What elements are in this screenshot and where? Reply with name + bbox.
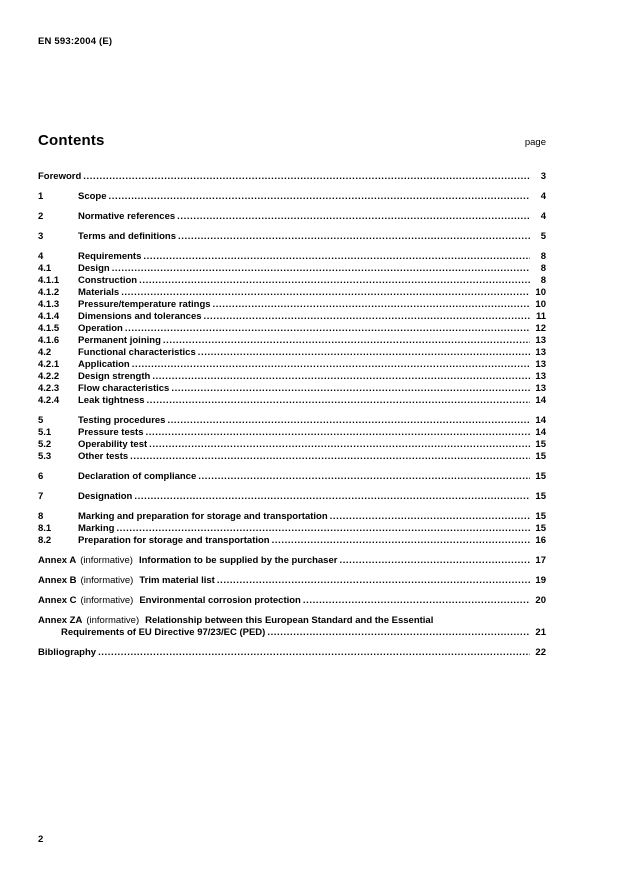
- toc-row: [38, 627, 546, 639]
- toc-entry-number: 2: [38, 211, 44, 222]
- toc-entry-page: 16: [535, 535, 546, 546]
- toc-entry-title: Declaration of compliance: [78, 471, 197, 482]
- toc-row: [38, 231, 546, 243]
- dotted-leader: [171, 383, 530, 395]
- toc-group: [38, 511, 546, 547]
- dotted-leader: [121, 287, 530, 299]
- toc-entry-title: Testing procedures: [78, 415, 166, 426]
- toc-entry-title: Designation: [78, 491, 133, 502]
- dotted-leader: [139, 275, 530, 287]
- dotted-leader: [134, 491, 530, 503]
- document-reference: EN 593:2004 (E): [38, 36, 113, 47]
- toc-entry-page: 13: [535, 371, 546, 382]
- dotted-leader: [198, 347, 530, 359]
- toc-annex-name: Annex A: [38, 555, 77, 566]
- toc-row: [38, 427, 546, 439]
- toc-entry-number: 4.1.5: [38, 323, 60, 334]
- toc-entry-page: 14: [535, 395, 546, 406]
- toc-group: [38, 647, 546, 659]
- toc-entry-number: 5.3: [38, 451, 52, 462]
- toc-row: [38, 311, 546, 323]
- footer-page-number: 2: [38, 834, 44, 845]
- toc-annex-name: Annex C: [38, 595, 77, 606]
- toc-entry-number: 4.1: [38, 263, 52, 274]
- toc-entry-page: 14: [535, 415, 546, 426]
- toc-group: [38, 171, 546, 183]
- toc-row: [38, 371, 546, 383]
- toc-entry-page: 22: [535, 647, 546, 658]
- toc-entry-number: 4.1.1: [38, 275, 60, 286]
- toc-entry-page: 15: [535, 471, 546, 482]
- toc-row: [38, 523, 546, 535]
- toc-entry-title: Materials: [78, 287, 120, 298]
- dotted-leader: [217, 575, 530, 587]
- toc-annex-name: Annex B: [38, 575, 77, 586]
- toc-row: [38, 299, 546, 311]
- toc-group: [38, 251, 546, 407]
- dotted-leader: [112, 263, 530, 275]
- toc-row: [38, 535, 546, 547]
- dotted-leader: [130, 451, 530, 463]
- toc-row: [38, 251, 546, 263]
- toc-entry-page: 15: [535, 451, 546, 462]
- toc-group: [38, 415, 546, 463]
- toc-group: [38, 191, 546, 203]
- toc-row: [38, 263, 546, 275]
- toc-group: [38, 471, 546, 483]
- toc-annex-name: Annex ZA: [38, 615, 83, 626]
- toc-entry-title: Pressure/temperature ratings: [78, 299, 211, 310]
- toc-entry-title: Terms and definitions: [78, 231, 177, 242]
- dotted-leader: [116, 523, 530, 535]
- toc-entry-number: 5.1: [38, 427, 52, 438]
- toc-row: [38, 615, 546, 627]
- toc-entry-page: 12: [535, 323, 546, 334]
- toc-entry-title: Information to be supplied by the purchaser: [138, 555, 338, 566]
- dotted-leader: [272, 535, 530, 547]
- toc-entry-page: 13: [535, 359, 546, 370]
- toc-entry-number: 5.2: [38, 439, 52, 450]
- dotted-leader: [143, 251, 530, 263]
- toc-group: [38, 555, 546, 567]
- toc-entry-page: 4: [540, 211, 546, 222]
- dotted-leader: [330, 511, 530, 523]
- toc-entry-title: Preparation for storage and transportation: [78, 535, 270, 546]
- toc-entry-title: Other tests: [78, 451, 129, 462]
- toc-entry-title: Leak tightness: [78, 395, 145, 406]
- dotted-leader: [213, 299, 530, 311]
- toc-row: [38, 451, 546, 463]
- toc-annex-qualifier: (informative): [80, 555, 133, 566]
- toc-row: [38, 383, 546, 395]
- toc-entry-title: Requirements: [78, 251, 142, 262]
- toc-entry-title: Functional characteristics: [78, 347, 196, 358]
- dotted-leader: [83, 171, 530, 183]
- toc-entry-number: 4.2.4: [38, 395, 60, 406]
- contents-header: [38, 132, 546, 149]
- toc-entry-number: 3: [38, 231, 44, 242]
- toc-entry-page: 14: [535, 427, 546, 438]
- toc-entry-number: 4.2: [38, 347, 52, 358]
- toc-entry-number: 8.2: [38, 535, 52, 546]
- page-column-label: page: [524, 137, 546, 148]
- toc-entry-page: 21: [535, 627, 546, 638]
- toc-entry-number: 6: [38, 471, 44, 482]
- toc-row: [38, 287, 546, 299]
- contents-title: Contents: [38, 132, 105, 149]
- dotted-leader: [152, 371, 530, 383]
- toc-row: [38, 491, 546, 503]
- dotted-leader: [125, 323, 530, 335]
- toc-entry-page: 15: [535, 511, 546, 522]
- toc-entry-title: Scope: [78, 191, 107, 202]
- dotted-leader: [163, 335, 530, 347]
- toc-entry-title: Operation: [78, 323, 123, 334]
- toc-entry-page: 8: [540, 251, 546, 262]
- toc-entry-page: 5: [540, 231, 546, 242]
- toc-row: [38, 275, 546, 287]
- toc-entry-title: Marking and preparation for storage and transportation: [78, 511, 328, 522]
- toc-entry-number: 1: [38, 191, 44, 202]
- toc-row: [38, 555, 546, 567]
- toc-entry-page: 15: [535, 491, 546, 502]
- toc-entry-title: Marking: [78, 523, 115, 534]
- toc-entry-number: 4: [38, 251, 44, 262]
- toc-row: [38, 595, 546, 607]
- toc-group: [38, 615, 546, 639]
- table-of-contents: [38, 171, 546, 659]
- toc-entry-number: 5: [38, 415, 44, 426]
- toc-entry-title: Construction: [78, 275, 138, 286]
- toc-group: [38, 231, 546, 243]
- toc-entry-title: Design strength: [78, 371, 151, 382]
- toc-entry-page: 15: [535, 523, 546, 534]
- toc-entry-number: 4.2.2: [38, 371, 60, 382]
- toc-row: [38, 171, 546, 183]
- toc-entry-number: 4.1.6: [38, 335, 60, 346]
- toc-entry-title: Permanent joining: [78, 335, 161, 346]
- toc-group: [38, 211, 546, 223]
- toc-entry-page: 15: [535, 439, 546, 450]
- toc-group: [38, 575, 546, 587]
- toc-entry-page: 13: [535, 335, 546, 346]
- toc-row: [38, 575, 546, 587]
- dotted-leader: [132, 359, 530, 371]
- dotted-leader: [177, 211, 530, 223]
- toc-entry-title: Bibliography: [38, 647, 97, 658]
- toc-row: [38, 439, 546, 451]
- toc-entry-title: Pressure tests: [78, 427, 144, 438]
- toc-entry-title: Environmental corrosion protection: [139, 595, 301, 606]
- dotted-leader: [204, 311, 530, 323]
- toc-entry-page: 19: [535, 575, 546, 586]
- toc-entry-title: Design: [78, 263, 110, 274]
- toc-annex-qualifier: (informative): [80, 575, 134, 586]
- toc-row: [38, 647, 546, 659]
- toc-entry-title: Foreword: [38, 171, 82, 182]
- dotted-leader: [198, 471, 530, 483]
- toc-row: [38, 471, 546, 483]
- toc-entry-number: 4.2.3: [38, 383, 60, 394]
- toc-entry-title: Application: [78, 359, 130, 370]
- toc-row: [38, 395, 546, 407]
- dotted-leader: [267, 627, 530, 639]
- dotted-leader: [145, 427, 530, 439]
- toc-entry-page: 3: [540, 171, 546, 182]
- dotted-leader: [178, 231, 530, 243]
- toc-row: [38, 191, 546, 203]
- toc-entry-number: 4.1.4: [38, 311, 60, 322]
- toc-entry-page: 13: [535, 347, 546, 358]
- toc-annex-qualifier: (informative): [86, 615, 140, 626]
- dotted-leader: [147, 395, 530, 407]
- toc-annex-qualifier: (informative): [80, 595, 134, 606]
- toc-entry-page: 13: [535, 383, 546, 394]
- toc-entry-number: 7: [38, 491, 44, 502]
- toc-entry-title: Relationship between this European Standard and the Essential: [145, 615, 434, 626]
- toc-entry-page: 17: [535, 555, 546, 566]
- toc-entry-page: 8: [540, 263, 546, 274]
- dotted-leader: [167, 415, 530, 427]
- dotted-leader: [339, 555, 530, 567]
- dotted-leader: [303, 595, 530, 607]
- toc-entry-title: Trim material list: [139, 575, 215, 586]
- toc-group: [38, 595, 546, 607]
- toc-entry-title: Dimensions and tolerances: [78, 311, 202, 322]
- toc-entry-number: 4.1.3: [38, 299, 60, 310]
- toc-entry-number: 8.1: [38, 523, 52, 534]
- toc-row: [38, 415, 546, 427]
- toc-row: [38, 511, 546, 523]
- toc-entry-number: 8: [38, 511, 44, 522]
- dotted-leader: [109, 191, 530, 203]
- toc-row: [38, 359, 546, 371]
- toc-entry-page: 10: [535, 287, 546, 298]
- toc-row: [38, 335, 546, 347]
- toc-group: [38, 491, 546, 503]
- dotted-leader: [149, 439, 530, 451]
- toc-entry-page: 10: [535, 299, 546, 310]
- dotted-leader: [98, 647, 530, 659]
- toc-entry-number: 4.1.2: [38, 287, 60, 298]
- toc-row: [38, 211, 546, 223]
- toc-entry-title: Flow characteristics: [78, 383, 170, 394]
- toc-entry-title: Normative references: [78, 211, 176, 222]
- toc-entry-page: 20: [535, 595, 546, 606]
- toc-entry-title: Operability test: [78, 439, 148, 450]
- toc-entry-page: 4: [540, 191, 546, 202]
- toc-entry-number: 4.2.1: [38, 359, 60, 370]
- toc-entry-page: 11: [535, 311, 546, 322]
- toc-entry-page: 8: [540, 275, 546, 286]
- toc-row: [38, 323, 546, 335]
- toc-entry-continuation: Requirements of EU Directive 97/23/EC (PED): [61, 627, 266, 638]
- toc-row: [38, 347, 546, 359]
